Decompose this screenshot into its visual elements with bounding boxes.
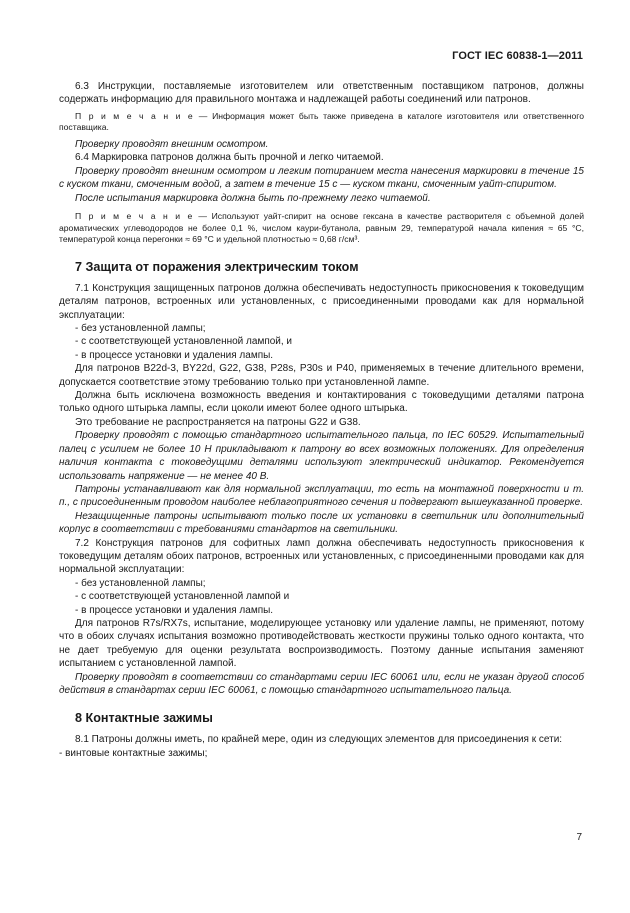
list-item: - без установленной лампы; — [75, 323, 206, 335]
paragraph-7-1: 7.1 Конструкция защищенных патронов должна обеспечивать недоступность прикосновения к токоведущим деталям патронов, встроенных или установленных, с присоединенными проводами как для нормальной эксплуатации: — [59, 282, 584, 321]
list-item: - в процессе установки и удаления лампы. — [75, 349, 274, 361]
standard-header: ГОСТ IEC 60838-1—2011 — [452, 50, 583, 62]
note-6-4 — [59, 211, 584, 246]
check-mounting: Патроны устанавливают как для нормальной эксплуатации, то есть на монтажной поверхности и т. п., с присоединенным проводом наиболее неблагоприятного сечения и подвергают вышеуказанной проверке. — [59, 483, 584, 509]
paragraph-6-3: 6.3 Инструкции, поставляемые изготовителем или ответственным поставщиком патронов, должны содержать информацию для правильного монтажа и надлежащей работы соединений или патронов. — [59, 81, 584, 106]
section-7-heading: 7 Защита от поражения электрическим током — [75, 259, 359, 274]
note-6-3 — [59, 111, 584, 134]
paragraph-8-1: 8.1 Патроны должны иметь, по крайней мере, один из следующих элементов для присоединения к сети: — [75, 734, 563, 746]
paragraph-7-2: 7.2 Конструкция патронов для софитных ламп должна обеспечивать недоступность прикосновения к токоведущим деталям обоих патронов, встроенных или установленных, с присоединенными проводами как для нормальной эксплуатации: — [59, 537, 584, 576]
check-6-4: Проверку проводят внешним осмотром и легким потиранием места нанесения маркировки в течение 15 с куском ткани, смоченным водой, а затем в течение 15 с — куском ткани, смоченным уайт-спиритом. — [59, 165, 584, 191]
paragraph-6-4: 6.4 Маркировка патронов должна быть прочной и легко читаемой. — [75, 152, 384, 164]
section-8-heading: 8 Контактные зажимы — [75, 711, 213, 726]
paragraph-g22: Это требование не распространяется на патроны G22 и G38. — [75, 416, 361, 428]
after-test-6-4: После испытания маркировка должна быть по-прежнему легко читаемой. — [75, 192, 431, 204]
check-6-3: Проверку проводят внешним осмотром. — [75, 139, 269, 150]
page-content — [59, 80, 584, 760]
note-label: П р и м е ч а н и е — [75, 211, 194, 222]
check-iec60061: Проверку проводят в соответствии со стандартами серии IEC 60061 или, если не указан другой способ действия в стандартах серии IEC 60061, с помощью стандартного испытательного пальца. — [59, 671, 584, 696]
list-item: - винтовые контактные зажимы; — [59, 747, 208, 759]
paragraph-r7s: Для патронов R7s/RX7s, испытание, моделирующее установку или удаление лампы, не применяют, потому что в обоих случаях испытания возможно противодействовать жесткости пружины только одного контакта, что не дает требуемую для оценки результата воспроизводимость. Поэтому данные испытания заменяют испытанием с установленной лампой. — [59, 617, 584, 670]
note-text: — Используют уайт-спирит на основе гексана в качестве растворителя с объемной долей ароматических углеводородов не более 0,1 %, числом каури-бутанола, равным 29, температурой начала кипения ≈ 65 °С, температурой конца перегонки ≈ 69 °С и удельной плотностью ≈ 0,68 г/см³. — [59, 211, 584, 245]
list-item: - без установленной лампы; — [75, 577, 206, 589]
page-number: 7 — [576, 832, 582, 843]
list-item: - в процессе установки и удаления лампы. — [75, 604, 274, 616]
note-text: — Информация может быть также приведена в каталоге изготовителя или ответственного поставщика. — [59, 110, 584, 133]
paragraph-exclusion: Должна быть исключена возможность введения и контактирования с токоведущими деталями патрона только одного штырька лампы, если цоколи имеют более одного штырька. — [59, 390, 584, 415]
list-item: - с соответствующей установленной лампой и — [75, 591, 290, 603]
paragraph-b22: Для патронов B22d-3, BY22d, G22, G38, P28s, P30s и P40, применяемых в течение длительного времени, допускается соответствие этому требованию только при установленной лампе. — [59, 363, 584, 388]
check-test-finger: Проверку проводят с помощью стандартного испытательного пальца, по IEC 60529. Испытательный палец с усилием не более 10 Н прикладывают к патрону во всех возможных положениях. Для определения наличия контакта с токоведущими деталями используют электрический индикатор. Рекомендуется использовать напряжение — не менее 40 В. — [59, 430, 584, 482]
note-label: П р и м е ч а н и е — [75, 110, 195, 121]
check-unprotected: Незащищенные патроны испытывают только после их установки в светильник или дополнительный корпус в соответствии с требованиями стандартов на светильники. — [59, 510, 584, 536]
list-item: - с соответствующей установленной лампой, и — [75, 336, 293, 348]
